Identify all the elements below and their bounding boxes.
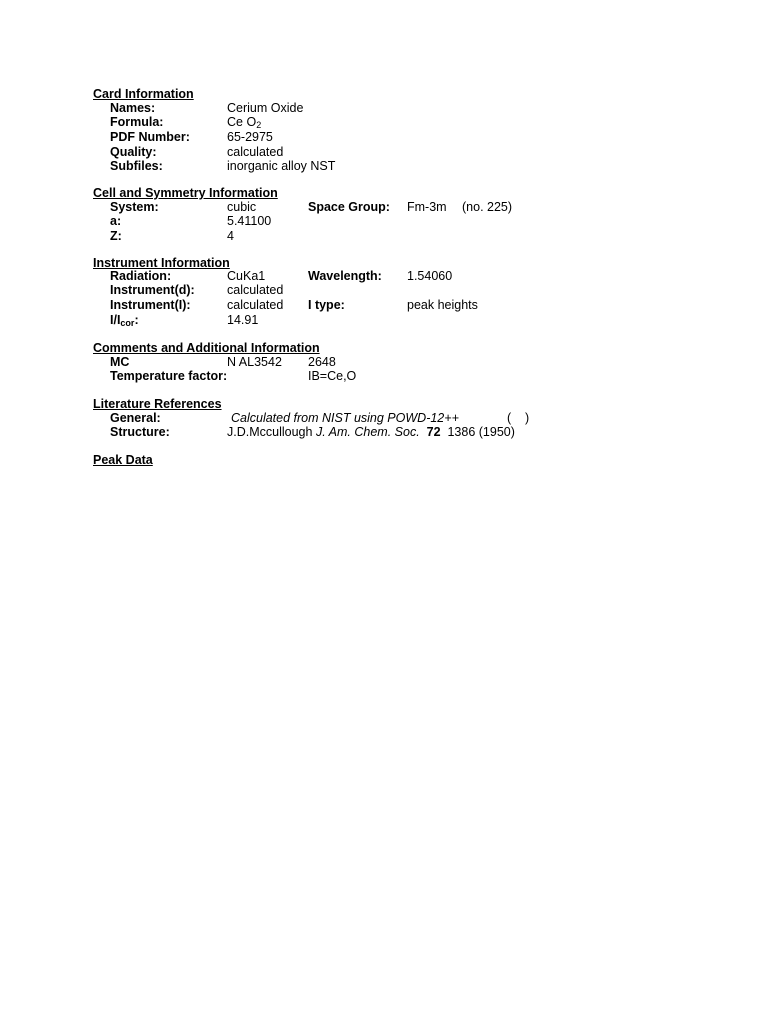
- instrument-i-label: Instrument(I):: [110, 298, 191, 312]
- i-type-label: I type:: [308, 298, 345, 312]
- pdf-number-label: PDF Number:: [110, 130, 190, 144]
- formula-main: Ce O: [227, 115, 257, 129]
- formula-value: [227, 115, 261, 129]
- pdf-number-value: 65-2975: [227, 130, 273, 144]
- peak-data-heading: Peak Data: [93, 453, 153, 467]
- cell-symmetry-heading: Cell and Symmetry Information: [93, 186, 278, 200]
- system-value: cubic: [227, 200, 257, 214]
- formula-label: Formula:: [110, 115, 164, 129]
- subfiles-value: inorganic alloy NST: [227, 159, 336, 173]
- icor-label: [110, 313, 139, 327]
- a-label: a:: [110, 214, 122, 228]
- space-group-value: Fm-3m: [407, 200, 447, 214]
- names-value: Cerium Oxide: [227, 101, 304, 115]
- z-label: Z:: [110, 229, 122, 243]
- temperature-factor-value: IB=Ce,O: [308, 369, 357, 383]
- subfiles-label: Subfiles:: [110, 159, 163, 173]
- temperature-factor-label: Temperature factor:: [110, 369, 228, 383]
- structure-citation: [227, 425, 515, 439]
- instrument-heading: Instrument Information: [93, 256, 230, 270]
- radiation-label: Radiation:: [110, 269, 172, 283]
- instrument-d-value: calculated: [227, 283, 284, 297]
- i-type-value: peak heights: [407, 298, 478, 312]
- quality-value: calculated: [227, 145, 284, 159]
- structure-author: J.D.Mccullough: [227, 425, 313, 439]
- mc-value-number: 2648: [308, 355, 336, 369]
- general-value: Calculated from NIST using POWD-12++: [231, 411, 459, 425]
- mc-value-code: N AL3542: [227, 355, 282, 369]
- wavelength-value: 1.54060: [407, 269, 453, 283]
- instrument-i-value: calculated: [227, 298, 284, 312]
- structure-pages: 1386 (1950): [447, 425, 515, 439]
- literature-heading: Literature References: [93, 397, 222, 411]
- names-label: Names:: [110, 101, 156, 115]
- icor-value: 14.91: [227, 313, 259, 327]
- instrument-d-label: Instrument(d):: [110, 283, 195, 297]
- space-group-number: (no. 225): [462, 200, 513, 214]
- general-parenthesis: ( ): [507, 411, 530, 425]
- quality-label: Quality:: [110, 145, 157, 159]
- z-value: 4: [227, 229, 234, 243]
- icor-label-colon: :: [134, 313, 139, 327]
- comments-heading: Comments and Additional Information: [93, 341, 320, 355]
- formula-subscript: 2: [256, 120, 262, 130]
- icor-label-subscript: cor: [120, 318, 135, 328]
- structure-volume: 72: [426, 425, 441, 439]
- card-information-heading: Card Information: [93, 87, 194, 101]
- wavelength-label: Wavelength:: [308, 269, 382, 283]
- structure-label: Structure:: [110, 425, 170, 439]
- general-label: General:: [110, 411, 161, 425]
- system-label: System:: [110, 200, 159, 214]
- a-value: 5.41100: [227, 214, 272, 228]
- mc-label: MC: [110, 355, 130, 369]
- structure-journal: J. Am. Chem. Soc.: [315, 425, 420, 439]
- space-group-label: Space Group:: [308, 200, 390, 214]
- radiation-value: CuKa1: [227, 269, 266, 283]
- icor-label-main: I/I: [110, 313, 121, 327]
